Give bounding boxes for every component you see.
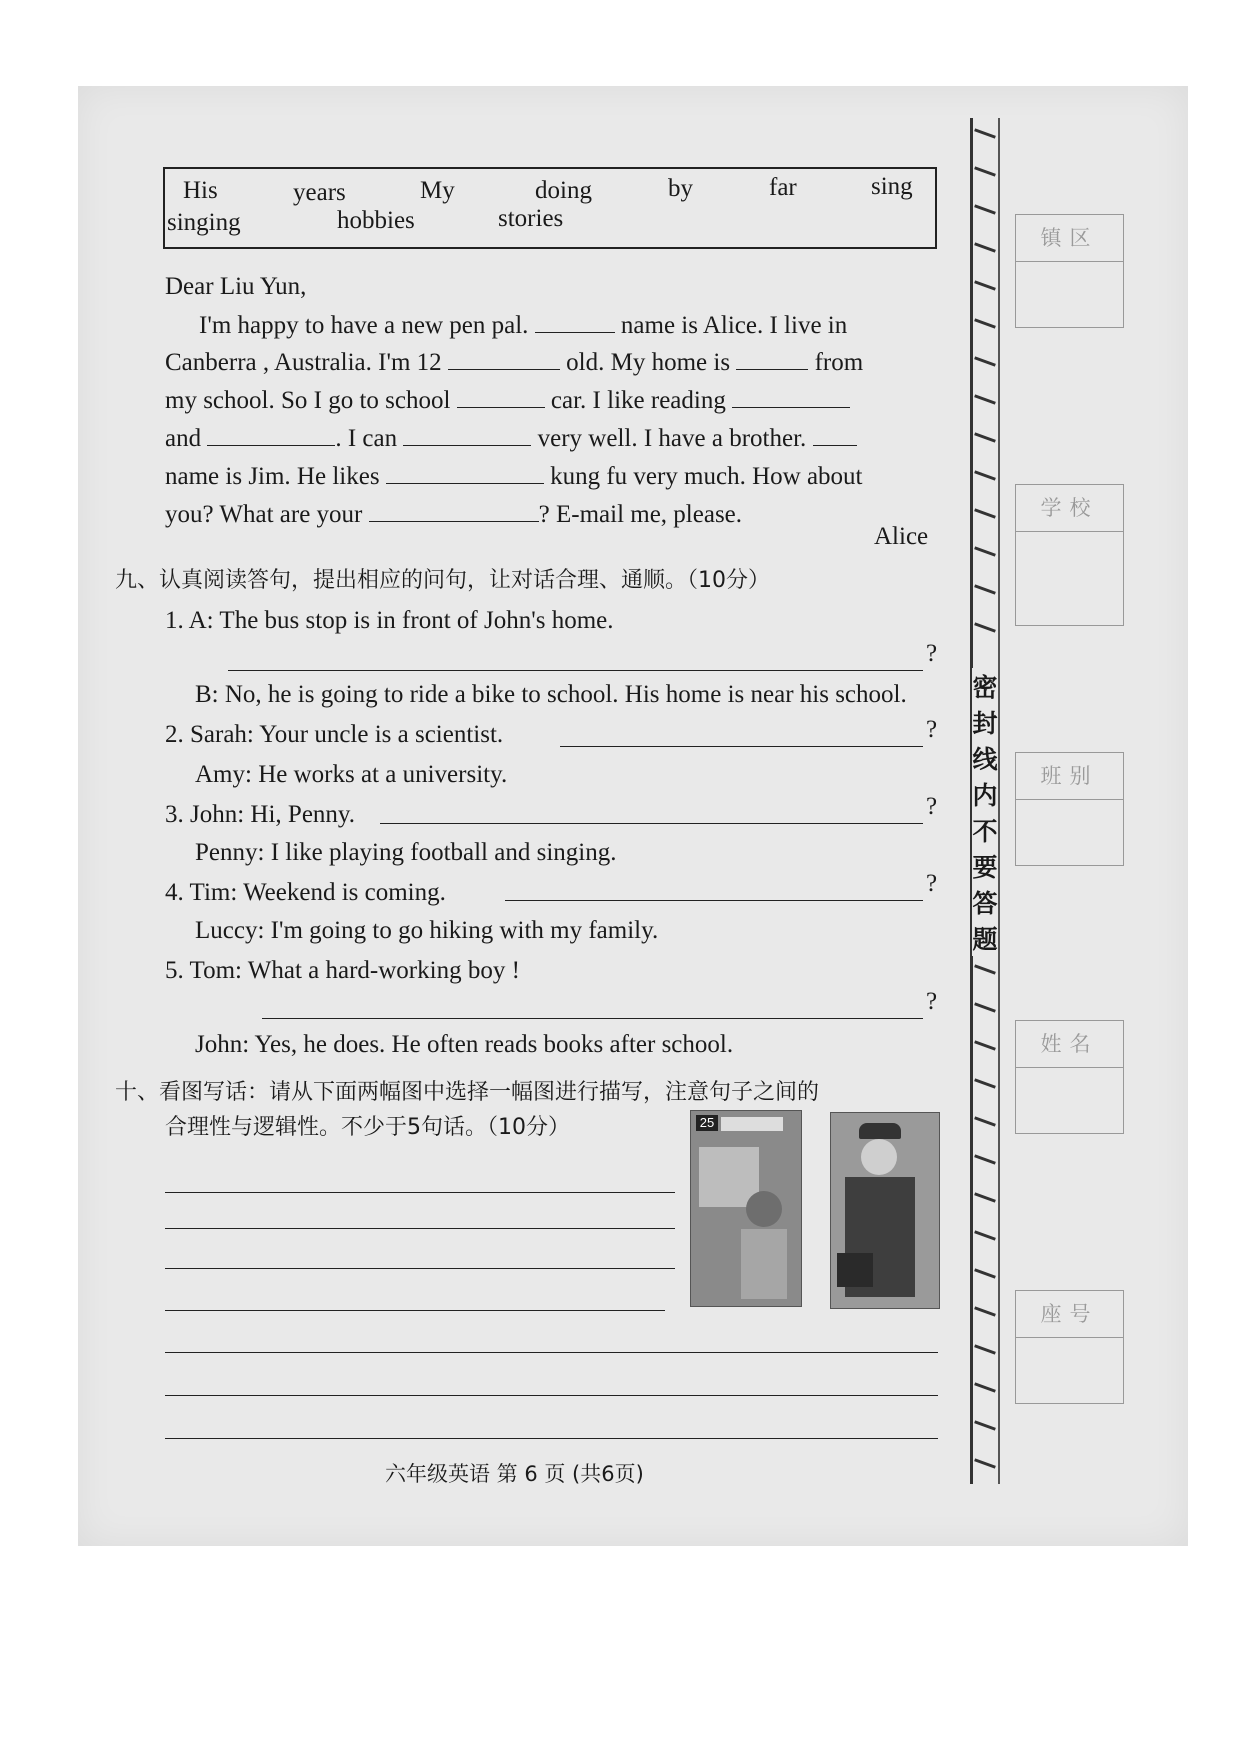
side-box-name: 姓名	[1015, 1020, 1124, 1134]
word-bank-box	[163, 167, 937, 249]
word-bank-word: by	[668, 175, 693, 202]
question-4: 4. Tim: Weekend is coming.	[165, 879, 446, 906]
question-mark: ?	[926, 793, 938, 820]
question-2: 2. Sarah: Your uncle is a scientist.	[165, 721, 504, 748]
answer-blank[interactable]	[369, 497, 539, 522]
seal-char: 密	[972, 668, 998, 704]
question-5: 5. Tom: What a hard-working boy !	[165, 957, 520, 984]
answer-blank[interactable]	[457, 383, 545, 408]
letter-line: Canberra , Australia. I'm 12 old. My home is from	[165, 345, 863, 378]
letter-line: you? What are your ? E-mail me, please.	[165, 497, 742, 530]
writing-line[interactable]	[165, 1438, 938, 1439]
seal-char: 封	[972, 704, 998, 740]
question-mark: ?	[926, 870, 938, 897]
answer-blank[interactable]	[813, 421, 857, 446]
seal-char: 内	[972, 776, 998, 812]
section-9-title: 九、认真阅读答句，提出相应的问句，让对话合理、通顺。（10分）	[115, 568, 770, 593]
answer-3: Penny: I like playing football and singing.	[195, 839, 617, 866]
answer-4: Luccy: I'm going to go hiking with my family.	[195, 917, 659, 944]
seal-char: 题	[972, 920, 998, 956]
word-bank-word: far	[769, 174, 797, 201]
answer-blank[interactable]	[403, 421, 531, 446]
seal-char: 线	[972, 740, 998, 776]
word-bank-word: hobbies	[337, 207, 415, 234]
side-box-school: 学校	[1015, 484, 1124, 626]
side-box-class: 班别	[1015, 752, 1124, 866]
question-3: 3. John: Hi, Penny.	[165, 801, 356, 828]
answer-blank[interactable]	[732, 383, 850, 408]
answer-line[interactable]	[560, 746, 923, 747]
writing-line[interactable]	[165, 1228, 675, 1229]
bus-sign-number: 25	[696, 1115, 718, 1131]
question-mark: ?	[926, 716, 938, 743]
letter-greeting: Dear Liu Yun,	[165, 273, 307, 300]
word-bank-word: years	[293, 179, 346, 206]
bus-stop-picture	[690, 1110, 802, 1307]
postman-head	[861, 1139, 897, 1175]
answer-blank[interactable]	[386, 459, 544, 484]
writing-line[interactable]	[165, 1192, 675, 1193]
word-bank-word: My	[420, 177, 455, 204]
letter-line: name is Jim. He likes kung fu very much. How about	[165, 459, 863, 492]
seal-char: 不	[972, 812, 998, 848]
bus-sign	[721, 1117, 783, 1131]
writing-line[interactable]	[165, 1310, 665, 1311]
writing-line[interactable]	[165, 1352, 938, 1353]
seal-char: 答	[972, 884, 998, 920]
postman-bag	[837, 1253, 873, 1287]
question-mark: ?	[926, 640, 938, 667]
boy-head	[746, 1191, 782, 1227]
answer-line[interactable]	[505, 900, 923, 901]
answer-line[interactable]	[262, 1018, 923, 1019]
boy-body	[741, 1229, 787, 1299]
letter-signature: Alice	[874, 523, 929, 550]
answer-line[interactable]	[380, 823, 923, 824]
page-footer: 六年级英语 第 6 页 (共6页)	[385, 1462, 644, 1486]
answer-blank[interactable]	[736, 345, 808, 370]
seal-line-right	[998, 118, 1000, 1484]
side-box-district: 镇区	[1015, 214, 1124, 328]
postman-picture	[830, 1112, 940, 1309]
letter-line: and . I can very well. I have a brother.	[165, 421, 857, 454]
side-box-seat: 座号	[1015, 1290, 1124, 1404]
answer-blank[interactable]	[207, 421, 335, 446]
question-mark: ?	[926, 988, 938, 1015]
section-10-title-cont: 合理性与逻辑性。不少于5句话。（10分）	[165, 1115, 570, 1140]
letter-line: my school. So I go to school car. I like reading	[165, 383, 850, 416]
word-bank-word: doing	[535, 177, 592, 204]
answer-1: B: No, he is going to ride a bike to school. His home is near his school.	[195, 681, 907, 708]
writing-line[interactable]	[165, 1395, 938, 1396]
section-10-title: 十、看图写话：请从下面两幅图中选择一幅图进行描写，注意句子之间的	[115, 1080, 820, 1105]
answer-2: Amy: He works at a university.	[195, 761, 508, 788]
letter-line: I'm happy to have a new pen pal. name is Alice. I live in	[199, 308, 847, 341]
postman-cap	[859, 1123, 901, 1139]
question-1: 1. A: The bus stop is in front of John's home.	[165, 607, 614, 634]
answer-blank[interactable]	[535, 308, 615, 333]
answer-5: John: Yes, he does. He often reads books after school.	[195, 1031, 734, 1058]
word-bank-word: singing	[167, 209, 241, 236]
answer-line[interactable]	[228, 670, 923, 671]
word-bank-word: stories	[498, 205, 564, 232]
answer-blank[interactable]	[448, 345, 560, 370]
word-bank-word: His	[183, 177, 218, 204]
word-bank-word: sing	[871, 173, 913, 200]
writing-line[interactable]	[165, 1268, 675, 1269]
seal-char: 要	[972, 848, 998, 884]
